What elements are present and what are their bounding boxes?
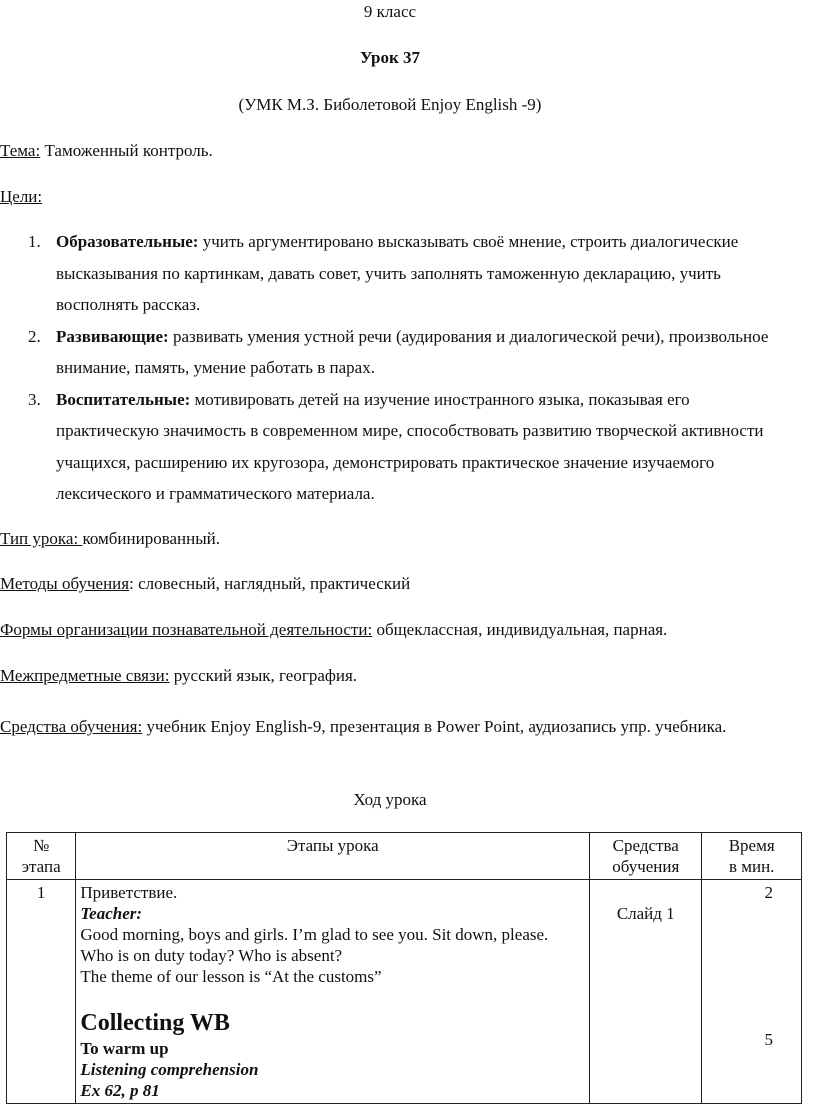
goal-title: Образовательные: — [56, 232, 199, 251]
goal-number: 1. — [28, 232, 41, 251]
textbook-line: (УМК М.З. Биболетовой Enjoy English -9) — [238, 95, 542, 114]
teacher-label: Teacher: — [80, 904, 143, 923]
slide-label: Слайд 1 — [616, 904, 675, 923]
forms-value: общеклассная, индивидуальная, парная. — [372, 620, 668, 639]
links-label: Межпредметные связи: — [0, 666, 170, 685]
lesson-type-line — [0, 529, 780, 549]
links-value: русский язык, география. — [169, 666, 358, 685]
forms-line — [0, 620, 780, 640]
teacher-line: Good morning, boys and girls. I’m glad to see you. Sit down, please. — [80, 925, 549, 944]
lesson-type-label: Тип урока: — [0, 529, 83, 548]
goal-title: Развивающие: — [56, 326, 169, 346]
methods-label: Методы обучения — [0, 574, 130, 593]
goals-label-text: Цели: — [0, 187, 43, 206]
row-means — [590, 880, 702, 1104]
header-time-line1: Время — [728, 836, 775, 855]
warm-up-label: To warm up — [80, 1039, 169, 1058]
goal-title: Воспитательные: — [56, 389, 191, 409]
header-means — [590, 833, 702, 880]
goal-text: мотивировать детей на изучение иностранного языка, показывая его практическую значимость в современном мире, способствовать развитию творческой активности учащихся, расширению их кругозора, демонстрировать практическое значение изучаемого лексического и грамматического материала. — [56, 389, 764, 503]
links-line — [0, 666, 780, 686]
header-stages: Этапы урока — [76, 833, 590, 880]
means-value: учебник Enjoy English-9, презентация в Power Point, аудиозапись упр. учебника. — [142, 717, 727, 736]
listening-label: Listening comprehension — [80, 1060, 259, 1079]
goals-label — [0, 187, 780, 207]
goal-item — [0, 321, 780, 384]
header-num-line1: № — [33, 836, 50, 855]
teacher-line: The theme of our lesson is “At the customs” — [80, 967, 382, 986]
header-time-line2: в мин. — [728, 857, 775, 876]
teacher-line: Who is on duty today? Who is absent? — [80, 946, 343, 965]
topic-value: Таможенный контроль. — [40, 141, 213, 160]
topic-label: Тема: — [0, 141, 41, 160]
header-num-line2: этапа — [21, 857, 61, 876]
goal-item — [0, 384, 780, 510]
header-means-line1: Средства — [612, 836, 679, 855]
methods-value: : словесный, наглядный, практический — [129, 574, 411, 593]
table-row — [7, 880, 802, 1104]
header-stage-number — [7, 833, 76, 880]
collecting-wb-heading: Collecting WB — [80, 1010, 230, 1036]
row-time — [702, 880, 802, 1104]
methods-line — [0, 574, 780, 594]
greeting-text: Приветствие. — [80, 883, 178, 902]
means-label: Средства обучения: — [0, 717, 143, 736]
goal-item — [0, 226, 780, 321]
grade-heading: 9 класс — [363, 2, 417, 21]
topic-line — [0, 141, 780, 161]
time-value: 2 — [764, 883, 773, 902]
header-means-line2: обучения — [612, 857, 680, 876]
lesson-title: Урок 37 — [359, 48, 421, 67]
time-value: 5 — [764, 1030, 773, 1049]
goal-text: развивать умения устной речи (аудирования и диалогической речи), произвольное внимание, память, умение работать в парах. — [56, 326, 769, 377]
means-line — [0, 711, 780, 743]
goal-text: учить аргументировано высказывать своё мнение, строить диалогические высказывания по картинкам, давать совет, учить заполнять таможенную декларацию, учить восполнять рассказ. — [56, 232, 739, 314]
lesson-type-value: комбинированный. — [82, 529, 221, 548]
row-stage-content — [76, 880, 590, 1104]
goal-number: 2. — [28, 326, 41, 346]
forms-label: Формы организации познавательной деятельности: — [0, 620, 373, 639]
row-stage-number: 1 — [7, 880, 76, 1104]
course-title: Ход урока — [353, 790, 427, 809]
table-header-row — [7, 833, 802, 880]
header-time — [702, 833, 802, 880]
lesson-steps-table — [6, 832, 802, 1104]
exercise-ref: Ex 62, p 81 — [80, 1081, 160, 1100]
goals-list — [0, 226, 780, 510]
goal-number: 3. — [28, 389, 41, 409]
